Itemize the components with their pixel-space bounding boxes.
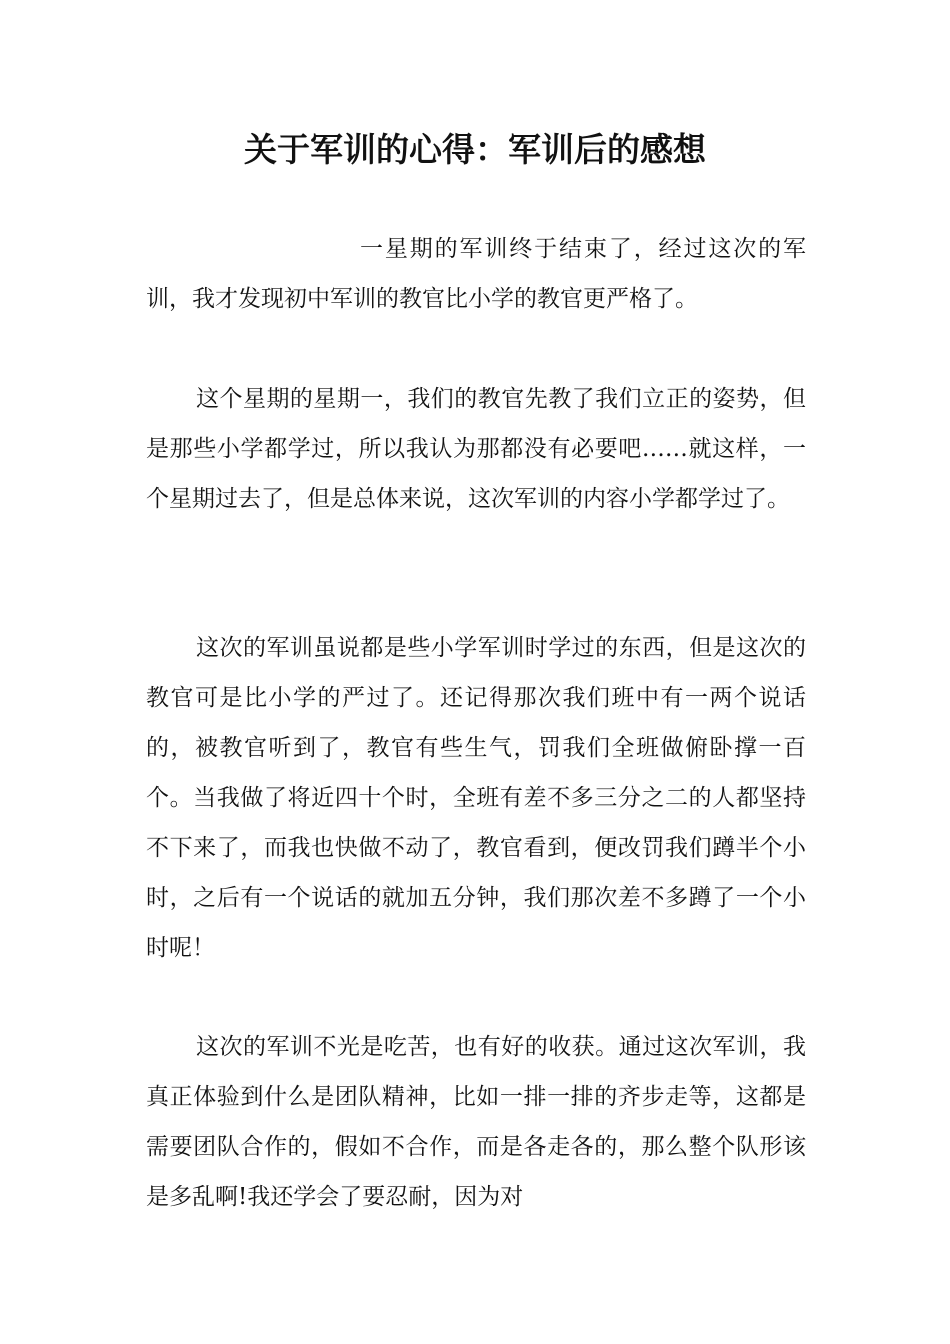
paragraph-1: 一星期的军训终于结束了，经过这次的军训，我才发现初中军训的教官比小学的教官更严格了。	[146, 236, 806, 312]
paragraph-2: 这个星期的星期一，我们的教官先教了我们立正的姿势，但是那些小学都学过，所以我认为那都没有必要吧……就这样，一个星期过去了，但是总体来说，这次军训的内容小学都学过了。	[146, 386, 806, 512]
paragraph-4: 这次的军训不光是吃苦，也有好的收获。通过这次军训，我真正体验到什么是团队精神，比如一排一排的齐步走等，这都是需要团队合作的，假如不合作，而是各走各的，那么整个队形该是多乱啊!我还学会了要忍耐，因为对	[146, 1034, 806, 1210]
document-title: 关于军训的心得：军训后的感想	[244, 130, 706, 169]
paragraph-3: 这次的军训虽说都是些小学军训时学过的东西，但是这次的教官可是比小学的严过了。还记得那次我们班中有一两个说话的，被教官听到了，教官有些生气，罚我们全班做俯卧撑一百个。当我做了将近四十个时，全班有差不多三分之二的人都坚持不下来了，而我也快做不动了，教官看到，便改罚我们蹲半个小时，之后有一个说话的就加五分钟，我们那次差不多蹲了一个小时呢！	[146, 635, 806, 961]
